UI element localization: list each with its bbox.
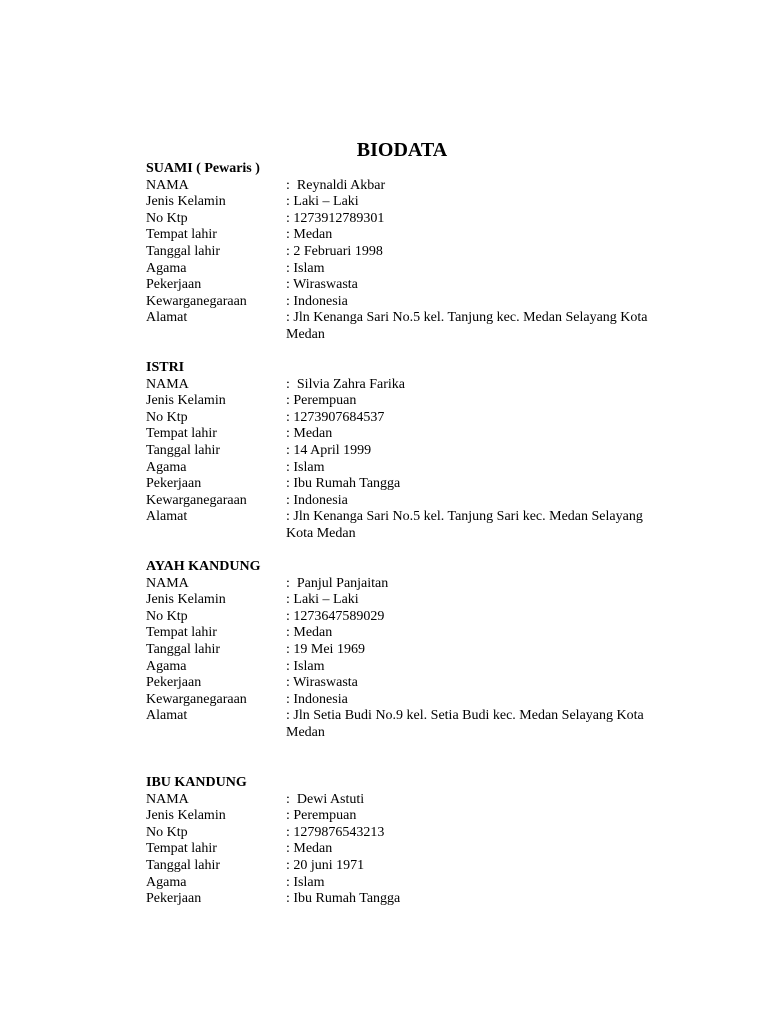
section-ibu-kandung — [146, 775, 666, 908]
field-label: Alamat — [146, 310, 188, 326]
field-label: Agama — [146, 459, 187, 475]
field-value: : Islam — [286, 874, 325, 890]
field-row-tanggal-lahir — [146, 244, 666, 261]
field-value: : Dewi Astuti — [286, 791, 365, 807]
field-label: Jenis Kelamin — [146, 393, 226, 409]
field-row-tempat-lahir — [146, 625, 666, 642]
field-value: : Ibu Rumah Tangga — [286, 476, 401, 492]
field-row-tanggal-lahir — [146, 443, 666, 460]
field-label: Pekerjaan — [146, 277, 202, 293]
field-row-kewarganegaraan — [146, 493, 666, 510]
section-heading: IBU KANDUNG — [146, 775, 247, 790]
field-value: : Perempuan — [286, 393, 357, 409]
field-row-pekerjaan — [146, 891, 666, 908]
field-label: Pekerjaan — [146, 476, 202, 492]
field-row-jenis-kelamin — [146, 194, 666, 211]
field-value: : 1273647589029 — [286, 608, 385, 624]
field-value: : 2 Februari 1998 — [286, 243, 383, 259]
field-label: NAMA — [146, 177, 189, 193]
field-row-pekerjaan — [146, 675, 666, 692]
field-label: Tanggal lahir — [146, 243, 221, 259]
field-value: : Wiraswasta — [286, 277, 358, 293]
field-label: Pekerjaan — [146, 675, 202, 691]
field-value: : Medan — [286, 227, 333, 243]
field-row-nama — [146, 178, 666, 195]
field-label: Jenis Kelamin — [146, 194, 226, 210]
field-label: Agama — [146, 658, 187, 674]
field-row-tempat-lahir — [146, 227, 666, 244]
field-label: Jenis Kelamin — [146, 592, 226, 608]
field-value: : Perempuan — [286, 808, 357, 824]
field-label: Kewarganegaraan — [146, 691, 247, 707]
field-row-alamat — [146, 310, 666, 343]
field-value: : 20 juni 1971 — [286, 857, 365, 873]
field-value: : 1273907684537 — [286, 409, 385, 425]
section-heading: SUAMI ( Pewaris ) — [146, 161, 260, 176]
field-label: Kewarganegaraan — [146, 293, 247, 309]
field-label: Tempat lahir — [146, 625, 217, 641]
section-heading: AYAH KANDUNG — [146, 559, 261, 574]
field-value: : Indonesia — [286, 492, 348, 508]
field-value: : Medan — [286, 841, 333, 857]
field-row-no-ktp — [146, 211, 666, 228]
section-heading: ISTRI — [146, 360, 185, 375]
field-value: : 14 April 1999 — [286, 442, 372, 458]
field-row-agama — [146, 875, 666, 892]
field-label: Tempat lahir — [146, 227, 217, 243]
field-label: NAMA — [146, 376, 189, 392]
field-value: : Medan — [286, 426, 333, 442]
field-label: No Ktp — [146, 608, 188, 624]
field-value: : Laki – Laki — [286, 194, 359, 210]
field-value: : Islam — [286, 658, 325, 674]
field-value: : Jln Kenanga Sari No.5 kel. Tanjung kec. Medan Selayang Kota Medan — [286, 310, 652, 342]
field-value: : Islam — [286, 459, 325, 475]
field-row-jenis-kelamin — [146, 808, 666, 825]
field-row-kewarganegaraan — [146, 692, 666, 709]
field-row-agama — [146, 659, 666, 676]
field-label: NAMA — [146, 791, 189, 807]
field-row-alamat — [146, 708, 666, 741]
field-value: : Indonesia — [286, 691, 348, 707]
field-row-jenis-kelamin — [146, 393, 666, 410]
section-suami — [146, 161, 666, 344]
field-label: No Ktp — [146, 409, 188, 425]
field-value: : Panjul Panjaitan — [286, 575, 389, 591]
field-value: : Islam — [286, 260, 325, 276]
field-row-jenis-kelamin — [146, 592, 666, 609]
field-value: : Ibu Rumah Tangga — [286, 891, 401, 907]
field-label: Pekerjaan — [146, 891, 202, 907]
field-row-agama — [146, 261, 666, 278]
field-row-tanggal-lahir — [146, 858, 666, 875]
field-row-no-ktp — [146, 825, 666, 842]
field-row-tanggal-lahir — [146, 642, 666, 659]
field-label: Tanggal lahir — [146, 442, 221, 458]
field-row-alamat — [146, 509, 666, 542]
field-value: : 1279876543213 — [286, 824, 385, 840]
section-ayah-kandung — [146, 559, 666, 742]
field-label: Tanggal lahir — [146, 857, 221, 873]
field-value: : Jln Setia Budi No.9 kel. Setia Budi kec. Medan Selayang Kota Medan — [286, 708, 648, 740]
field-value: : Jln Kenanga Sari No.5 kel. Tanjung Sari kec. Medan Selayang Kota Medan — [286, 509, 647, 541]
field-value: : Reynaldi Akbar — [286, 177, 386, 193]
document-title: BIODATA — [356, 139, 448, 161]
field-value: : 19 Mei 1969 — [286, 641, 365, 657]
field-value: : Laki – Laki — [286, 592, 359, 608]
field-row-kewarganegaraan — [146, 294, 666, 311]
field-row-no-ktp — [146, 410, 666, 427]
field-label: Alamat — [146, 708, 188, 724]
field-label: No Ktp — [146, 210, 188, 226]
field-label: Agama — [146, 874, 187, 890]
field-row-agama — [146, 460, 666, 477]
field-label: Agama — [146, 260, 187, 276]
field-value: : Medan — [286, 625, 333, 641]
section-istri — [146, 360, 666, 543]
field-label: Tempat lahir — [146, 426, 217, 442]
field-label: Tanggal lahir — [146, 641, 221, 657]
field-row-pekerjaan — [146, 277, 666, 294]
field-label: No Ktp — [146, 824, 188, 840]
field-label: Alamat — [146, 509, 188, 525]
field-row-tempat-lahir — [146, 426, 666, 443]
field-value: : Silvia Zahra Farika — [286, 376, 405, 392]
field-value: : Wiraswasta — [286, 675, 358, 691]
field-label: NAMA — [146, 575, 189, 591]
field-label: Jenis Kelamin — [146, 808, 226, 824]
field-row-pekerjaan — [146, 476, 666, 493]
field-row-nama — [146, 576, 666, 593]
field-label: Kewarganegaraan — [146, 492, 247, 508]
field-label: Tempat lahir — [146, 841, 217, 857]
field-row-nama — [146, 792, 666, 809]
field-value: : 1273912789301 — [286, 210, 385, 226]
field-row-nama — [146, 377, 666, 394]
field-row-tempat-lahir — [146, 841, 666, 858]
field-value: : Indonesia — [286, 293, 348, 309]
field-row-no-ktp — [146, 609, 666, 626]
